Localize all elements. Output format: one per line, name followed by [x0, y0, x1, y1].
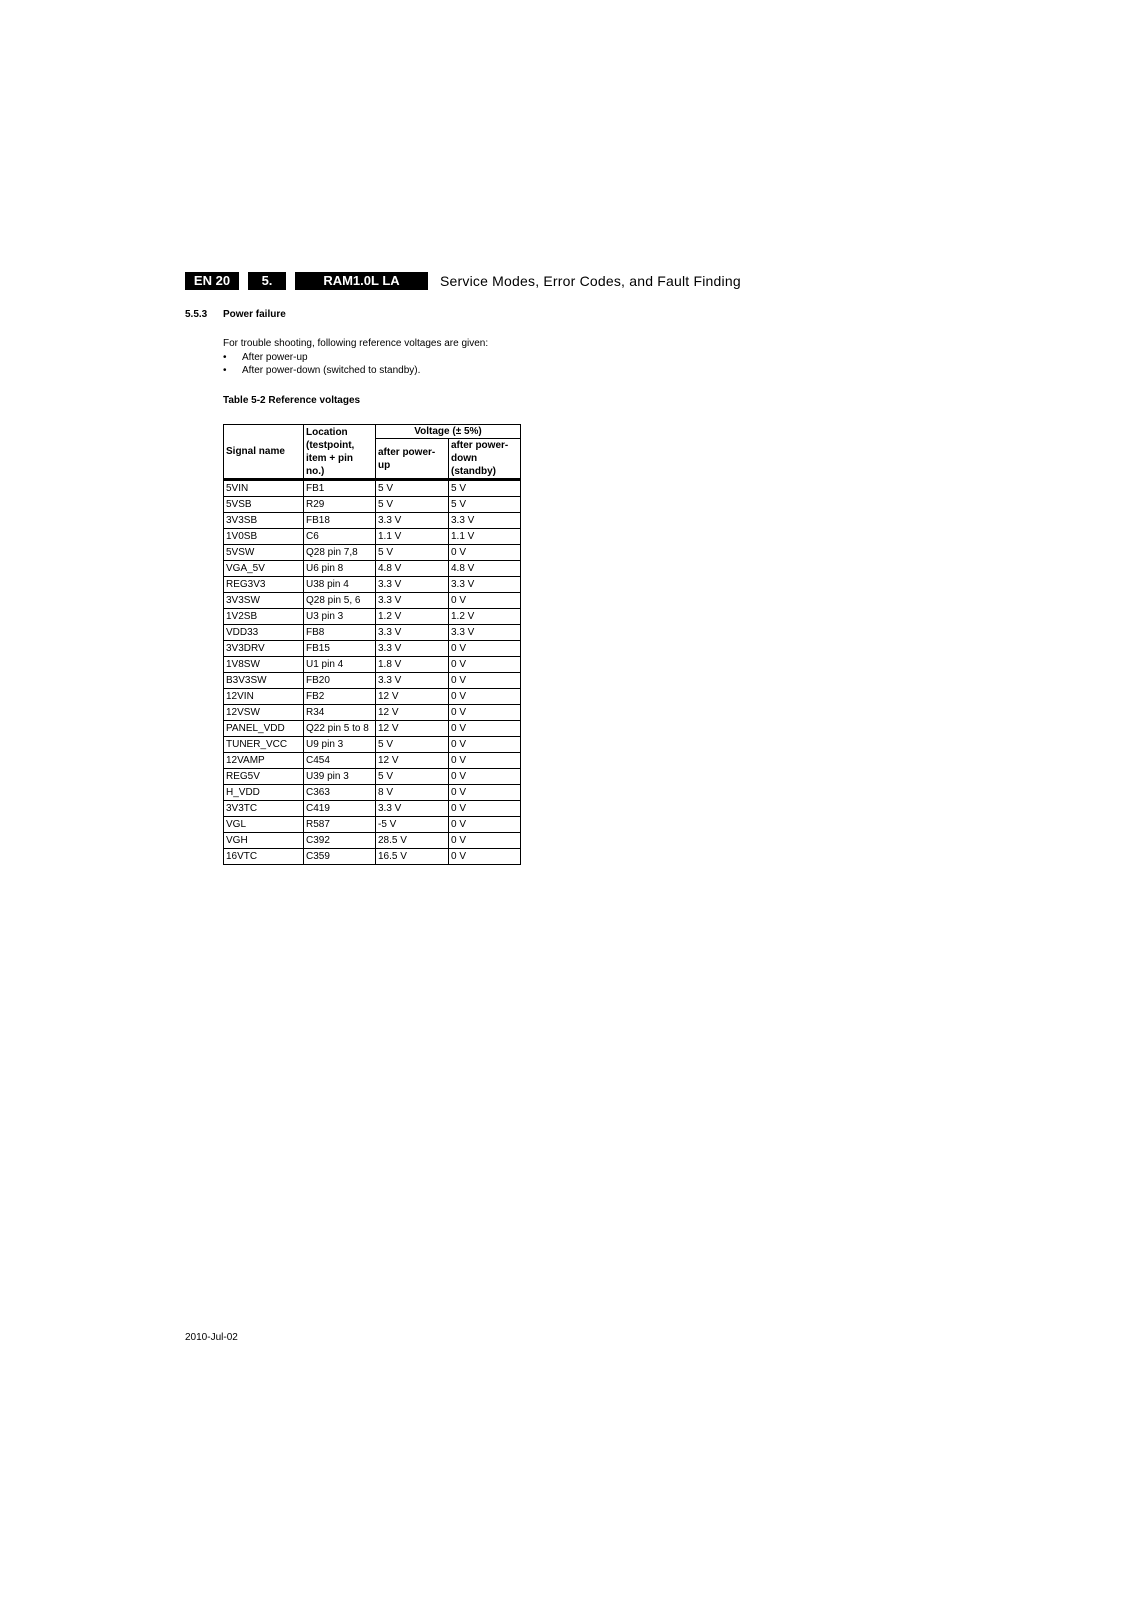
cell-location: C363	[304, 785, 376, 801]
cell-after-power-down: 0 V	[449, 785, 521, 801]
table-row	[224, 769, 521, 785]
table-row	[224, 801, 521, 817]
cell-signal-name: 3V3DRV	[224, 641, 304, 657]
model-label: RAM1.0L LA	[295, 272, 428, 290]
table-row	[224, 833, 521, 849]
cell-after-power-up: 5 V	[376, 497, 449, 513]
table-row	[224, 657, 521, 673]
cell-after-power-down: 3.3 V	[449, 513, 521, 529]
table-row	[224, 513, 521, 529]
cell-signal-name: 3V3SB	[224, 513, 304, 529]
cell-signal-name: VGL	[224, 817, 304, 833]
cell-after-power-up: 12 V	[376, 705, 449, 721]
cell-location: Q28 pin 5, 6	[304, 593, 376, 609]
page-number-label: EN 20	[185, 272, 239, 290]
cell-after-power-down: 0 V	[449, 641, 521, 657]
table-row	[224, 593, 521, 609]
cell-after-power-up: -5 V	[376, 817, 449, 833]
cell-after-power-up: 3.3 V	[376, 673, 449, 689]
cell-after-power-up: 3.3 V	[376, 513, 449, 529]
cell-signal-name: 12VAMP	[224, 753, 304, 769]
cell-location: FB18	[304, 513, 376, 529]
cell-after-power-down: 0 V	[449, 801, 521, 817]
table-row	[224, 625, 521, 641]
cell-location: U39 pin 3	[304, 769, 376, 785]
header-signal-name: Signal name	[224, 425, 304, 480]
cell-signal-name: H_VDD	[224, 785, 304, 801]
table-row	[224, 673, 521, 689]
cell-signal-name: 12VIN	[224, 689, 304, 705]
cell-after-power-up: 5 V	[376, 737, 449, 753]
cell-after-power-down: 1.1 V	[449, 529, 521, 545]
cell-after-power-up: 1.8 V	[376, 657, 449, 673]
section-number: 5.5.3	[185, 309, 208, 320]
cell-location: Q22 pin 5 to 8	[304, 721, 376, 737]
table-row	[224, 480, 521, 497]
cell-after-power-up: 3.3 V	[376, 801, 449, 817]
bullet-text: After power-up	[242, 352, 308, 363]
cell-after-power-up: 4.8 V	[376, 561, 449, 577]
cell-location: R29	[304, 497, 376, 513]
cell-signal-name: 1V2SB	[224, 609, 304, 625]
cell-after-power-up: 12 V	[376, 721, 449, 737]
cell-after-power-up: 28.5 V	[376, 833, 449, 849]
cell-after-power-down: 0 V	[449, 849, 521, 865]
cell-after-power-up: 3.3 V	[376, 641, 449, 657]
cell-location: R34	[304, 705, 376, 721]
cell-signal-name: VDD33	[224, 625, 304, 641]
cell-signal-name: 1V8SW	[224, 657, 304, 673]
cell-after-power-up: 5 V	[376, 480, 449, 497]
cell-after-power-up: 16.5 V	[376, 849, 449, 865]
cell-after-power-up: 8 V	[376, 785, 449, 801]
cell-after-power-up: 12 V	[376, 689, 449, 705]
footer-date: 2010-Jul-02	[185, 1332, 238, 1343]
intro-paragraph: For trouble shooting, following reference voltages are given:	[223, 338, 489, 349]
cell-location: C419	[304, 801, 376, 817]
cell-after-power-down: 3.3 V	[449, 577, 521, 593]
cell-location: U38 pin 4	[304, 577, 376, 593]
table-row	[224, 737, 521, 753]
cell-signal-name: B3V3SW	[224, 673, 304, 689]
table-row	[224, 577, 521, 593]
table-row	[224, 705, 521, 721]
cell-location: FB2	[304, 689, 376, 705]
bullet-dot: •	[223, 352, 227, 363]
cell-after-power-down: 0 V	[449, 753, 521, 769]
cell-after-power-down: 5 V	[449, 480, 521, 497]
cell-location: C6	[304, 529, 376, 545]
cell-after-power-up: 3.3 V	[376, 593, 449, 609]
cell-signal-name: PANEL_VDD	[224, 721, 304, 737]
bullet-dot: •	[223, 365, 227, 376]
cell-location: C454	[304, 753, 376, 769]
cell-signal-name: 5VSW	[224, 545, 304, 561]
cell-location: FB20	[304, 673, 376, 689]
cell-after-power-down: 0 V	[449, 833, 521, 849]
table-caption: Table 5-2 Reference voltages	[223, 395, 361, 406]
cell-after-power-down: 4.8 V	[449, 561, 521, 577]
cell-after-power-down: 0 V	[449, 545, 521, 561]
table-row	[224, 497, 521, 513]
cell-signal-name: 16VTC	[224, 849, 304, 865]
cell-after-power-down: 0 V	[449, 657, 521, 673]
table-row	[224, 545, 521, 561]
cell-after-power-down: 5 V	[449, 497, 521, 513]
section-title: Power failure	[223, 309, 286, 320]
cell-location: C359	[304, 849, 376, 865]
cell-location: U1 pin 4	[304, 657, 376, 673]
cell-location: Q28 pin 7,8	[304, 545, 376, 561]
cell-after-power-down: 0 V	[449, 689, 521, 705]
table-row	[224, 609, 521, 625]
cell-after-power-down: 0 V	[449, 721, 521, 737]
cell-after-power-up: 3.3 V	[376, 577, 449, 593]
cell-after-power-up: 1.1 V	[376, 529, 449, 545]
cell-location: C392	[304, 833, 376, 849]
chapter-title: Service Modes, Error Codes, and Fault Finding	[440, 273, 741, 289]
table-row	[224, 641, 521, 657]
reference-voltages-table	[223, 424, 521, 865]
cell-location: R587	[304, 817, 376, 833]
cell-signal-name: 12VSW	[224, 705, 304, 721]
cell-location: FB1	[304, 480, 376, 497]
cell-location: U9 pin 3	[304, 737, 376, 753]
cell-after-power-down: 0 V	[449, 817, 521, 833]
cell-signal-name: REG3V3	[224, 577, 304, 593]
table-row	[224, 529, 521, 545]
cell-after-power-up: 3.3 V	[376, 625, 449, 641]
chapter-label: 5.	[248, 272, 286, 290]
cell-after-power-up: 5 V	[376, 769, 449, 785]
cell-after-power-down: 0 V	[449, 593, 521, 609]
table-row	[224, 721, 521, 737]
cell-signal-name: 1V0SB	[224, 529, 304, 545]
header-location: Location (testpoint, item + pin no.)	[304, 425, 376, 480]
cell-signal-name: 5VIN	[224, 480, 304, 497]
cell-signal-name: 5VSB	[224, 497, 304, 513]
table-row	[224, 561, 521, 577]
bullet-item	[223, 352, 308, 363]
cell-after-power-down: 0 V	[449, 705, 521, 721]
cell-signal-name: 3V3SW	[224, 593, 304, 609]
bullet-text: After power-down (switched to standby).	[242, 365, 421, 376]
cell-after-power-up: 12 V	[376, 753, 449, 769]
cell-after-power-down: 0 V	[449, 673, 521, 689]
cell-location: U3 pin 3	[304, 609, 376, 625]
cell-location: U6 pin 8	[304, 561, 376, 577]
cell-signal-name: REG5V	[224, 769, 304, 785]
header-voltage: Voltage (± 5%)	[376, 425, 521, 439]
table-row	[224, 753, 521, 769]
table-row	[224, 689, 521, 705]
table-row	[224, 817, 521, 833]
cell-signal-name: 3V3TC	[224, 801, 304, 817]
cell-after-power-up: 5 V	[376, 545, 449, 561]
cell-location: FB8	[304, 625, 376, 641]
cell-location: FB15	[304, 641, 376, 657]
cell-after-power-down: 1.2 V	[449, 609, 521, 625]
header-after-power-up: after power-up	[376, 439, 449, 480]
bullet-item	[223, 365, 420, 376]
table-row	[224, 785, 521, 801]
table-row	[224, 849, 521, 865]
header-after-power-down: after power-down (standby)	[449, 439, 521, 480]
cell-after-power-down: 0 V	[449, 737, 521, 753]
cell-signal-name: VGH	[224, 833, 304, 849]
cell-after-power-up: 1.2 V	[376, 609, 449, 625]
cell-signal-name: TUNER_VCC	[224, 737, 304, 753]
cell-after-power-down: 3.3 V	[449, 625, 521, 641]
cell-after-power-down: 0 V	[449, 769, 521, 785]
cell-signal-name: VGA_5V	[224, 561, 304, 577]
